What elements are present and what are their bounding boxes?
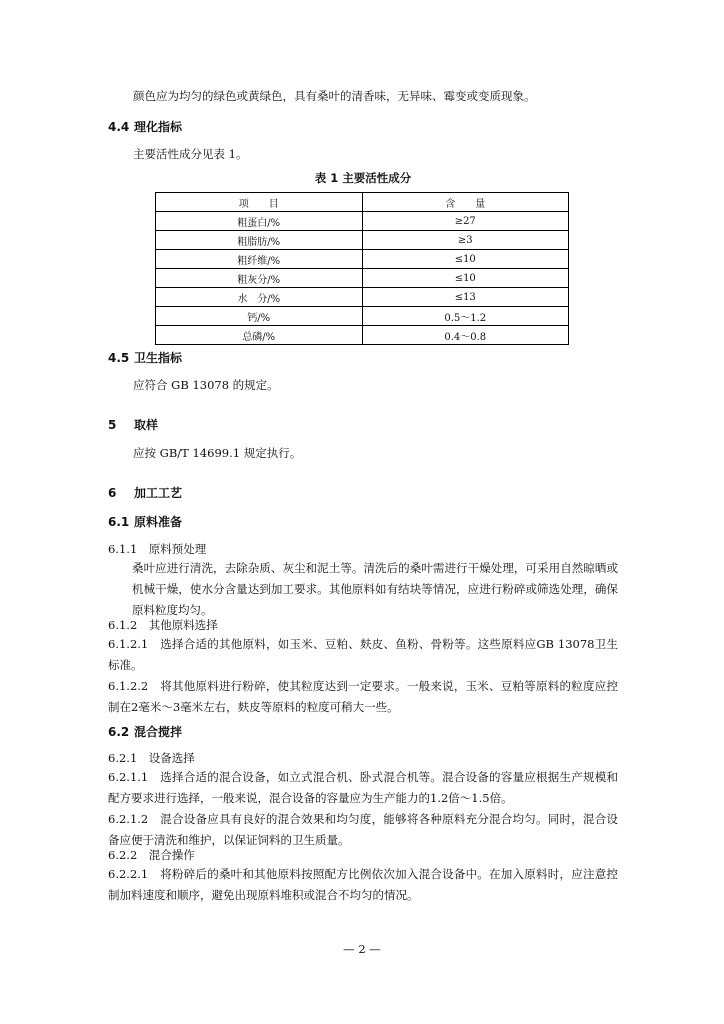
clause-6-1-1-title: 6.1.1 原料预处理 xyxy=(108,542,207,556)
table-header-content: 含 量 xyxy=(362,193,569,212)
table-cell-value: ≤10 xyxy=(362,250,569,269)
clause-6-2-1-title: 6.2.1 设备选择 xyxy=(108,751,195,765)
section-number: 6.2 xyxy=(108,725,130,739)
section-6-heading xyxy=(108,485,182,501)
section-number: 4.5 xyxy=(108,351,130,365)
page-number: — 2 — xyxy=(343,942,381,956)
table-header-item: 项 目 xyxy=(156,193,363,212)
table-row xyxy=(156,307,569,326)
section-title: 理化指标 xyxy=(134,120,183,134)
section-6-1-heading xyxy=(108,514,182,530)
section-title: 取样 xyxy=(134,418,159,432)
table-cell-item: 水 分/% xyxy=(156,288,363,307)
clause-6-2-1-2-text: 6.2.1.2 混合设备应具有良好的混合效果和均匀度，能够将各种原料充分混合均匀。同时，混合设备应便于清洗和维护，以保证饲料的卫生质量。 xyxy=(108,812,618,847)
clause-6-1-2-2-text: 6.1.2.2 将其他原料进行粉碎，使其粒度达到一定要求。一般来说，玉米、豆粕等原料的粒度应控制在2毫米～3毫米左右，麸皮等原料的粒度可稍大一些。 xyxy=(108,679,618,714)
section-number: 6 xyxy=(108,486,117,500)
clause-6-2-1-1-text: 6.2.1.1 选择合适的混合设备，如立式混合机、卧式混合机等。混合设备的容量应根据生产规模和配方要求进行选择，一般来说，混合设备的容量应为生产能力的1.2倍～1.5倍。 xyxy=(108,770,618,805)
table-cell-item: 粗蛋白/% xyxy=(156,212,363,231)
section-number: 6.1 xyxy=(108,515,130,529)
section-5-heading xyxy=(108,417,158,433)
table-cell-value: ≤10 xyxy=(362,269,569,288)
table-row xyxy=(156,212,569,231)
clause-6-1-2-1-text: 6.1.2.1 选择合适的其他原料，如玉米、豆粕、麸皮、鱼粉、骨粉等。这些原料应GB 13078卫生标准。 xyxy=(108,637,618,672)
table-cell-value: ≤13 xyxy=(362,288,569,307)
section-title: 原料准备 xyxy=(134,515,183,529)
section-5-text: 应按 GB/T 14699.1 规定执行。 xyxy=(133,446,302,460)
section-4-4-text: 主要活性成分见表 1。 xyxy=(133,147,248,161)
table-header-row xyxy=(156,193,569,212)
active-ingredients-table xyxy=(155,192,569,345)
section-number: 5 xyxy=(108,418,117,432)
table-cell-item: 钙/% xyxy=(156,307,363,326)
table-cell-item: 粗脂肪/% xyxy=(156,231,363,250)
table-row xyxy=(156,250,569,269)
color-requirement-text: 颜色应为均匀的绿色或黄绿色，具有桑叶的清香味，无异味、霉变或变质现象。 xyxy=(133,89,536,103)
table-cell-value: 0.4～0.8 xyxy=(362,326,569,345)
table-cell-item: 总磷/% xyxy=(156,326,363,345)
table-row xyxy=(156,288,569,307)
table-row xyxy=(156,326,569,345)
section-4-5-heading xyxy=(108,350,182,366)
section-6-2-heading xyxy=(108,724,182,740)
section-title: 混合搅拌 xyxy=(134,725,183,739)
section-4-4-heading xyxy=(108,119,182,135)
section-title: 卫生指标 xyxy=(134,351,183,365)
table-cell-value: 0.5～1.2 xyxy=(362,307,569,326)
paragraph: 桑叶应进行清洗，去除杂质、灰尘和泥土等。清洗后的桑叶需进行干燥处理，可采用自然晾晒或机械干燥，使水分含量达到加工要求。其他原料如有结块等情况，应进行粉碎或筛选处理，确保原料粒度均匀。 xyxy=(132,561,618,617)
table-row xyxy=(156,269,569,288)
section-number: 4.4 xyxy=(108,120,130,134)
table-cell-item: 粗纤维/% xyxy=(156,250,363,269)
section-title: 加工工艺 xyxy=(134,486,183,500)
clause-6-1-1-text xyxy=(108,558,618,621)
table-cell-value: ≥3 xyxy=(362,231,569,250)
clause-6-1-2-title: 6.1.2 其他原料选择 xyxy=(108,618,218,632)
table-cell-value: ≥27 xyxy=(362,212,569,231)
clause-6-2-2-title: 6.2.2 混合操作 xyxy=(108,848,195,862)
table-row xyxy=(156,231,569,250)
section-4-5-text: 应符合 GB 13078 的规定。 xyxy=(133,378,279,392)
table-cell-item: 粗灰分/% xyxy=(156,269,363,288)
table-1-title: 表 1 主要活性成分 xyxy=(314,171,412,185)
clause-6-2-2-1-text: 6.2.2.1 将粉碎后的桑叶和其他原料按照配方比例依次加入混合设备中。在加入原料时，应注意控制加料速度和顺序，避免出现原料堆积或混合不均匀的情况。 xyxy=(108,867,618,902)
